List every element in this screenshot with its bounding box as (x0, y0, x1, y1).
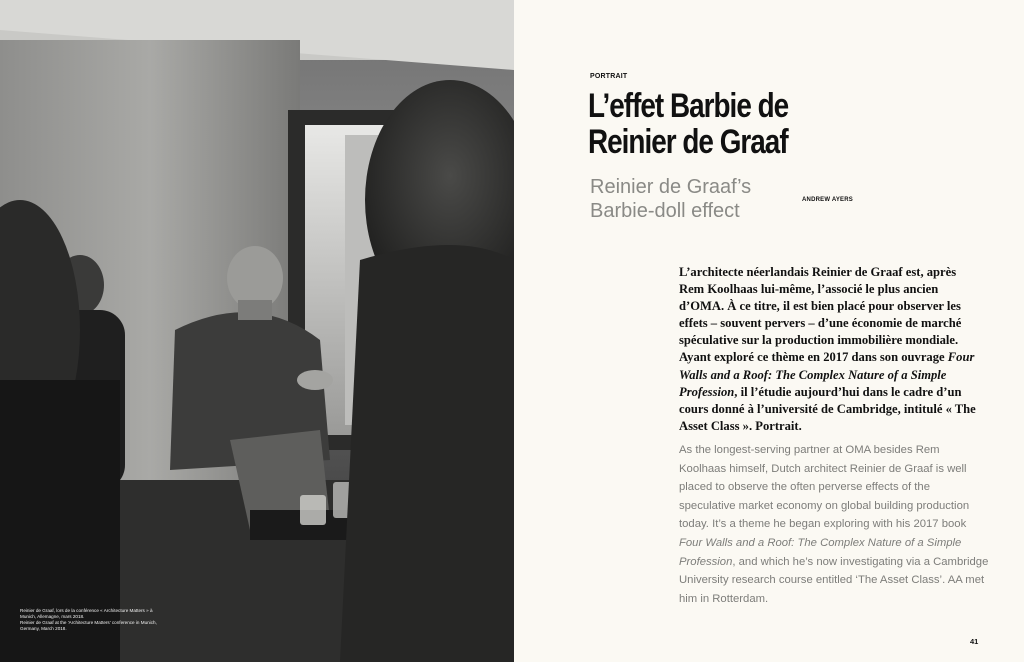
section-label: PORTRAIT (590, 73, 628, 80)
author-name: ANDREW AYERS (802, 197, 853, 203)
article-page (514, 0, 1024, 662)
lead-paragraph-french (679, 264, 981, 435)
photo-caption (20, 608, 160, 632)
page-number: 41 (970, 637, 979, 646)
article-title: L’effet Barbie de Reinier de Graaf (588, 87, 789, 161)
lead-book-title: Four Walls and a Roof: The Complex Nature of a Simple Profession (679, 350, 975, 399)
caption-french: Reinier de Graaf, lors de la conférence « Architecture Matters » à Munich, Allemagne, mars 2018. (20, 608, 153, 619)
body-text-start: As the longest-serving partner at OMA besides Rem Koolhaas himself, Dutch architect Reinier de Graaf is well placed to observe the often perverse effects of the speculative market economy on global building production today. It’s a theme he began exploring with his 2017 book (679, 444, 970, 531)
body-text-end: , and which he’s now investigating via a Cambridge University research course entitled ‘The Asset Class’. AA met him in Rotterdam. (679, 555, 989, 605)
body-book-title: Four Walls and a Roof: The Complex Nature of a Simple Profession (679, 536, 962, 568)
article-subtitle: Reinier de Graaf’s Barbie-doll effect (590, 176, 752, 222)
lead-text-start: L’architecte néerlandais Reinier de Graaf est, après Rem Koolhaas lui-même, l’associé le plus ancien d’OMA. À ce titre, il est bien placé pour observer les effets – souvent pervers – d’une économie de marché spéculative sur la production immobilière mondiale. Ayant exploré ce thème en 2017 dans son ouvrage (679, 265, 962, 365)
body-paragraph-english (679, 441, 989, 608)
caption-english: Reinier de Graaf at the 'Architecture Matters' conference in Munich, Germany, March 2018. (20, 620, 157, 631)
lead-text-end: , il l’étudie aujourd’hui dans le cadre d’un cours donné à l’université de Cambridge, intitulé « The Asset Class ». Portrait. (679, 384, 976, 433)
